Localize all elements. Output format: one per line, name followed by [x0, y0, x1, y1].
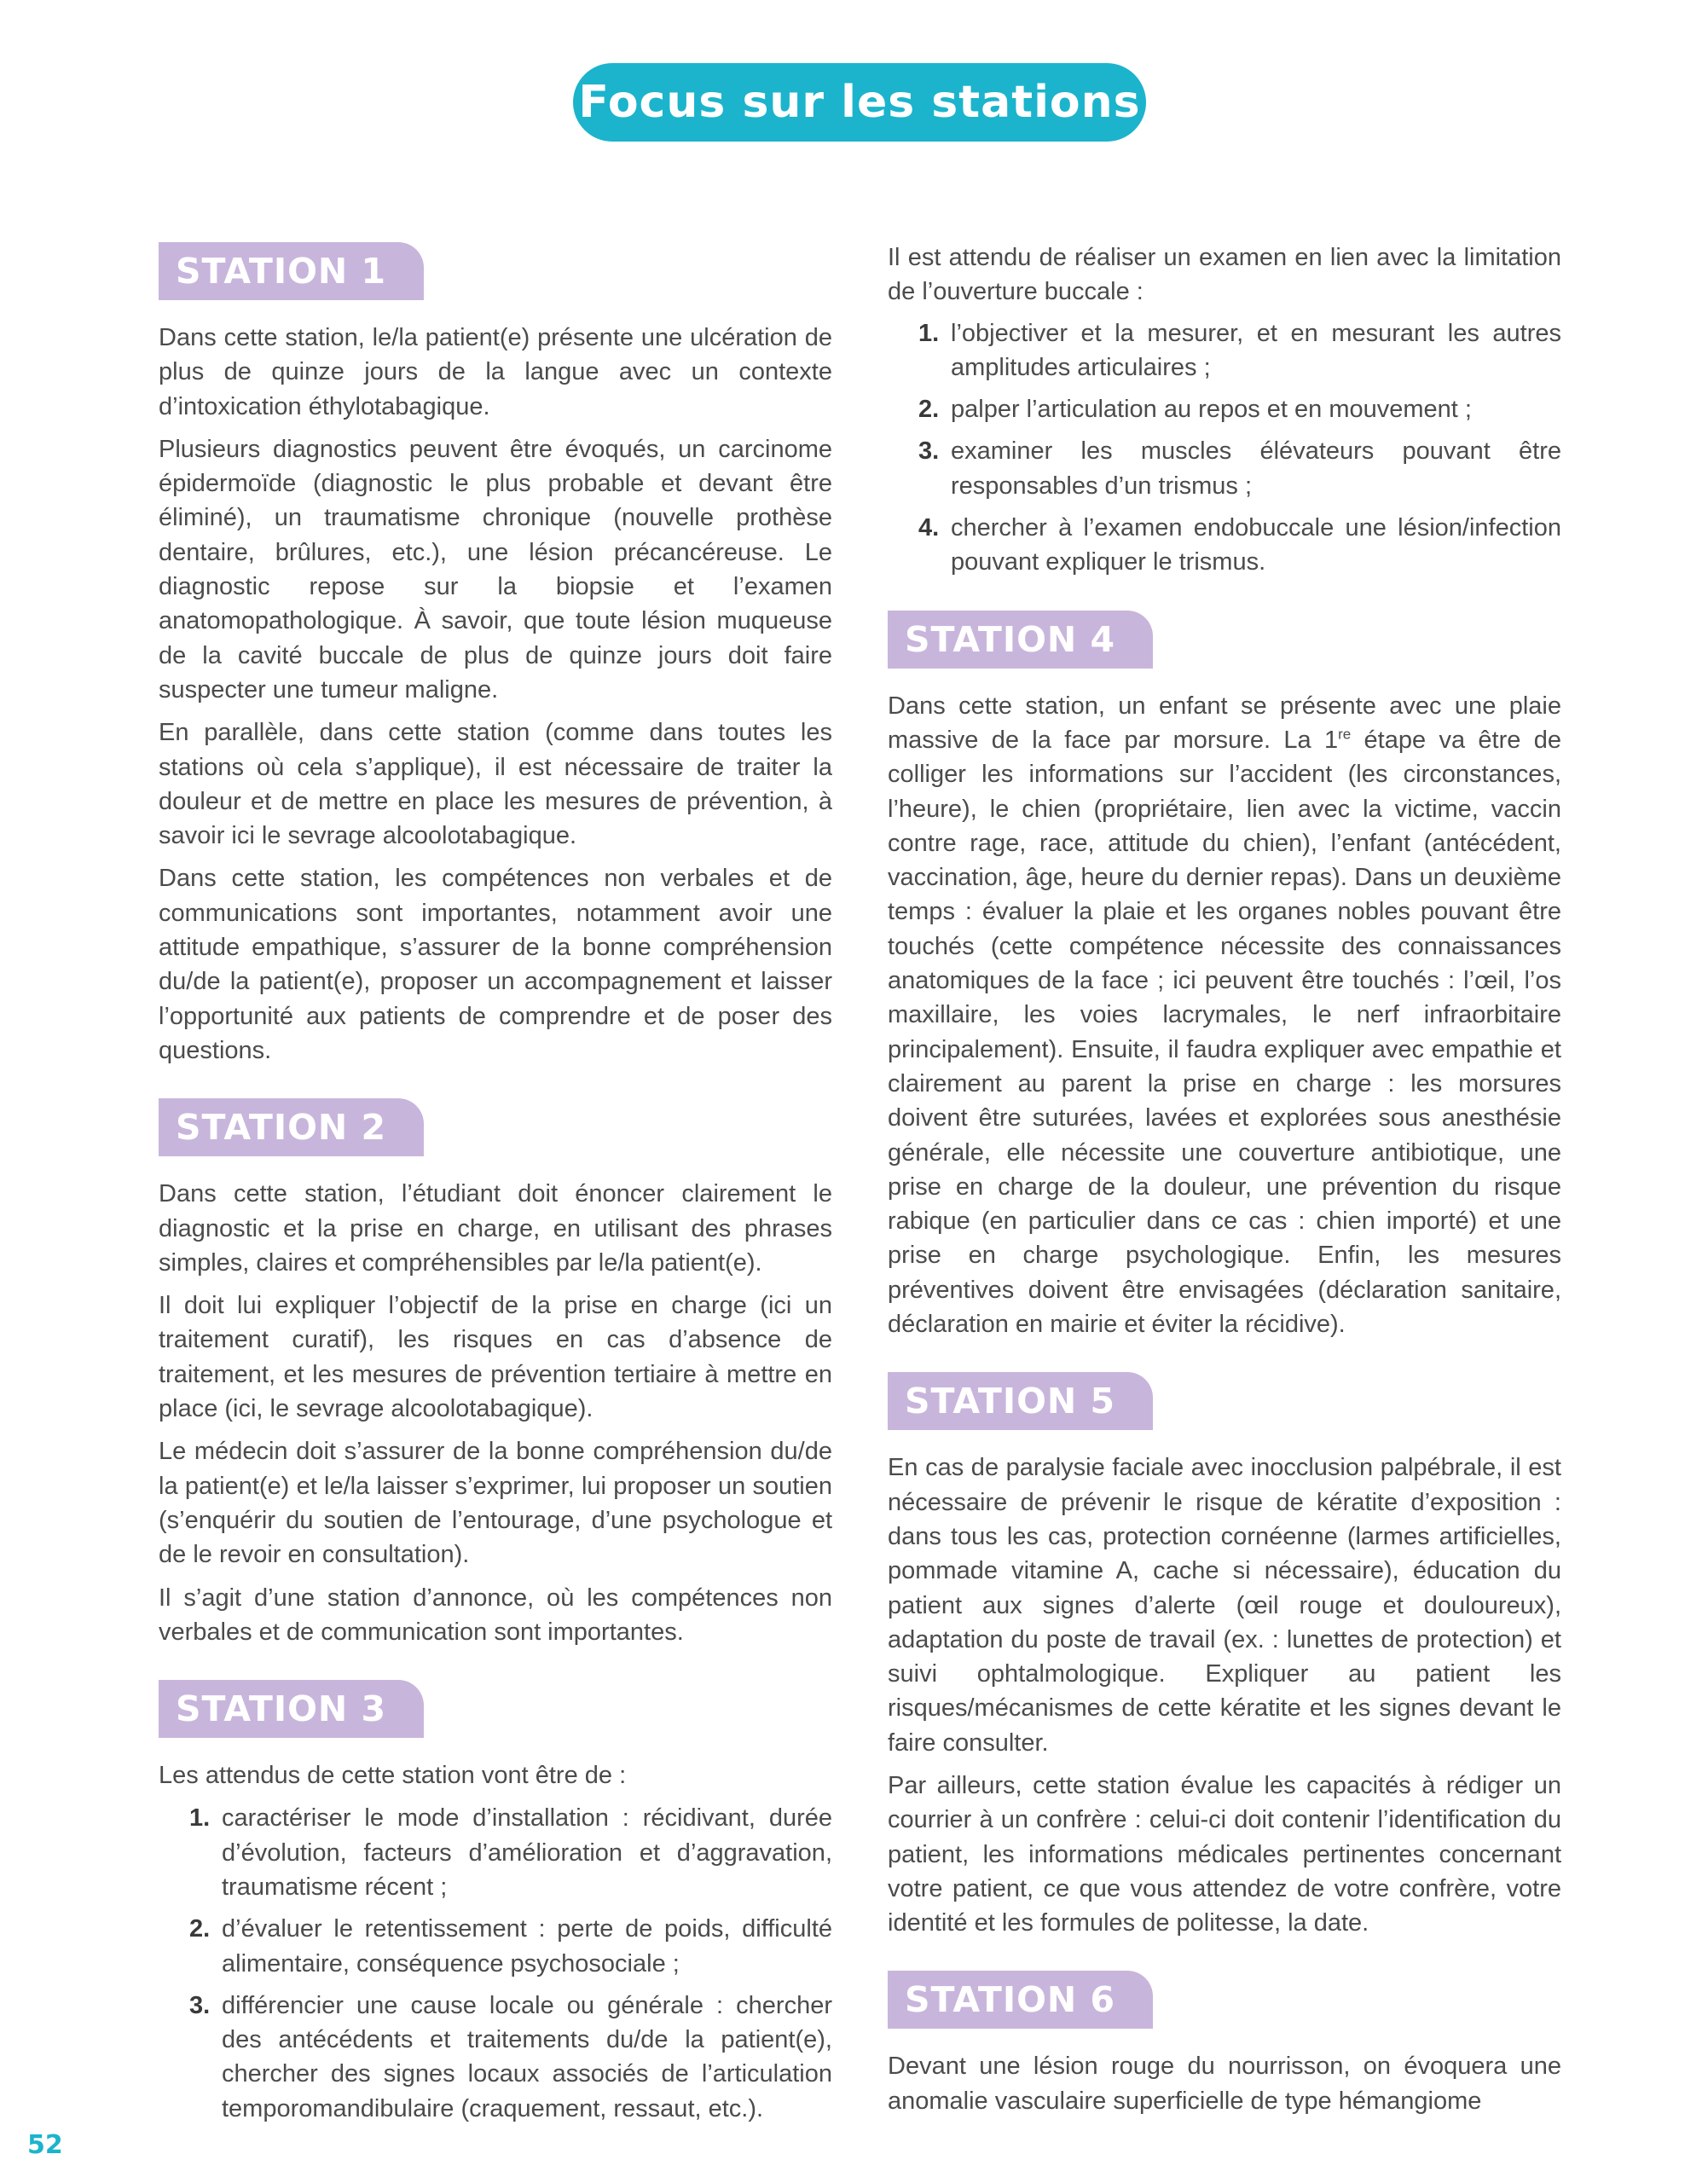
station-1-paragraph: Plusieurs diagnostics peuvent être évoqués, un carcinome épidermoïde (diagnostic le plus probable et devant être éliminé), un traumatisme chronique (nouvelle prothèse dentaire, brûlures, etc.), une lésion précancéreuse. Le diagnostic repose sur la biopsie et l’examen anatomopathologique. À savoir, que toute lésion muqueuse de la cavité buccale de plus de quinze jours doit faire suspecter une tumeur maligne. [159, 435, 832, 704]
list-item-text: d’évaluer le retentissement : perte de poids, difficulté alimentaire, conséquence psychosociale ; [222, 1915, 832, 1977]
station-4-text-end: étape va être de colliger les informations sur l’accident (les circonstances, l’heure), le chien (propriétaire, lien avec la victime, vaccin contre rage, race, attitude du chien), l’enfant (antécédent, vaccination, âge, heure du dernier repas). Dans un deuxième temps : évaluer la plaie et les organes nobles pouvant être touchés (cette compétence nécessite des connaissances anatomiques de la face ; ici peuvent être touchés : l’œil, l’os maxillaire, les voies lacrymales, le nerf infraorbitaire principalement). Ensuite, il faudra expliquer avec empathie et clairement au parent la prise en charge : les morsures doivent être suturées, lavées et explorées sous anesthésie générale, elle nécessite une couverture antibiotique, une prise en charge de la douleur, une prévention du risque rabique (en particulier dans ce cas : chien importé) et une prise en charge psychologique. Enfin, les mesures préventives doivent être envisagées (déclaration sanitaire, déclaration en mairie et éviter la récidive). [888, 726, 1561, 1339]
right-column [888, 240, 1561, 2127]
station-3-exam-intro: Il est attendu de réaliser un examen en lien avec la limitation de l’ouverture buccale : [888, 244, 1561, 306]
list-item [159, 1912, 832, 1981]
list-item [888, 434, 1561, 503]
list-item-text: l’objectiver et la mesurer, et en mesurant les autres amplitudes articulaires ; [951, 319, 1561, 381]
list-item-text: différencier une cause locale ou générale : chercher des antécédents et traitements du/de la patient(e), chercher des signes locaux associés de l’articulation temporomandibulaire (craquement, ressaut, etc.). [222, 1991, 832, 2122]
station-4-paragraph [888, 689, 1561, 1342]
list-item-text: caractériser le mode d’installation : récidivant, durée d’évolution, facteurs d’amélioration et d’aggravation, traumatisme récent ; [222, 1804, 832, 1901]
station-3-intro: Les attendus de cette station vont être de : [159, 1762, 627, 1790]
list-item-number: 3. [189, 1991, 211, 2019]
list-item [888, 511, 1561, 580]
list-item-number: 3. [918, 437, 940, 466]
station-1-paragraph: Dans cette station, les compétences non verbales et de communications sont importantes, notamment avoir une attitude empathique, s’assurer de la bonne compréhension du/de la patient(e), proposer un accompagnement et laisser l’opportunité aux patients de comprendre et de poser des questions. [159, 865, 832, 1064]
page-title-banner [573, 63, 1146, 142]
station-5-paragraph: Par ailleurs, cette station évalue les capacités à rédiger un courrier à un confrère : celui-ci doit contenir l’identification du patient, les informations médicales pertinentes concernant votre patient, ce que vous attendez de votre confrère, votre identité et les formules de politesse, la date. [888, 1771, 1561, 1937]
list-item-text: chercher à l’examen endobuccale une lésion/infection pouvant expliquer le trismus. [951, 514, 1561, 576]
page-title: Focus sur les stations [578, 77, 1141, 128]
station-2-paragraph: Il doit lui expliquer l’objectif de la prise en charge (ici un traitement curatif), les risques en cas d’absence de traitement, et les mesures de prévention tertiaire à mettre en place (ici, le sevrage alcoolotabagique). [159, 1292, 832, 1423]
station-6-paragraph: Devant une lésion rouge du nourrisson, on évoquera une anomalie vasculaire superficielle de type hémangiome [888, 2053, 1561, 2115]
station-3-heading: STATION 3 [159, 1680, 424, 1738]
list-item [888, 316, 1561, 385]
page-number: 52 [27, 2130, 63, 2160]
list-item [888, 392, 1561, 426]
list-item-number: 1. [918, 319, 940, 347]
list-item-number: 4. [918, 514, 940, 542]
station-2-paragraph: Dans cette station, l’étudiant doit énoncer clairement le diagnostic et la prise en charge, en utilisant des phrases simples, claires et compréhensibles par le/la patient(e). [159, 1180, 832, 1277]
station-4-text-start: Dans cette station, un enfant se présente avec une plaie massive de la face par morsure. La 1 [888, 692, 1561, 754]
list-item [159, 1801, 832, 1904]
ordinal-superscript: re [1338, 726, 1352, 743]
station-2-paragraph: Le médecin doit s’assurer de la bonne compréhension du/de la patient(e) et le/la laisser s’exprimer, lui proposer un soutien (s’enquérir du soutien de l’entourage, d’une psychologue et de le revoir en consultation). [159, 1438, 832, 1569]
station-1-paragraph: Dans cette station, le/la patient(e) présente une ulcération de plus de quinze jours de la langue avec un contexte d’intoxication éthylotabagique. [159, 324, 832, 420]
station-5-heading: STATION 5 [888, 1372, 1153, 1430]
station-2-heading: STATION 2 [159, 1098, 424, 1156]
station-6-heading: STATION 6 [888, 1971, 1153, 2029]
left-column [159, 242, 832, 2134]
station-3-exam-list [888, 316, 1561, 580]
list-item-text: examiner les muscles élévateurs pouvant être responsables d’un trismus ; [951, 437, 1561, 500]
station-4-heading: STATION 4 [888, 611, 1153, 669]
list-item-number: 1. [189, 1804, 211, 1833]
station-1-paragraph: En parallèle, dans cette station (comme dans toutes les stations où cela s’applique), il est nécessaire de traiter la douleur et de mettre en place les mesures de prévention, à savoir ici le sevrage alcoolotabagique. [159, 719, 832, 850]
station-1-heading: STATION 1 [159, 242, 424, 300]
station-3-list [159, 1801, 832, 2126]
station-5-paragraph: En cas de paralysie faciale avec inocclusion palpébrale, il est nécessaire de prévenir le risque de kératite d’exposition : dans tous les cas, protection cornéenne (larmes artificielles, pommade vitamine A, cache si nécessaire), éducation du patient aux signes d’alerte (œil rouge et douloureux), adaptation du poste de travail (ex. : lunettes de protection) et suivi ophtalmologique. Expliquer au patient les risques/mécanismes de cette kératite et les signes devant le faire consulter. [888, 1454, 1561, 1757]
list-item-number: 2. [189, 1915, 211, 1943]
list-item-number: 2. [918, 396, 940, 424]
station-2-paragraph: Il s’agit d’une station d’annonce, où les compétences non verbales et de communication sont importantes. [159, 1584, 832, 1646]
list-item [159, 1989, 832, 2126]
list-item-text: palper l’articulation au repos et en mouvement ; [951, 396, 1472, 424]
